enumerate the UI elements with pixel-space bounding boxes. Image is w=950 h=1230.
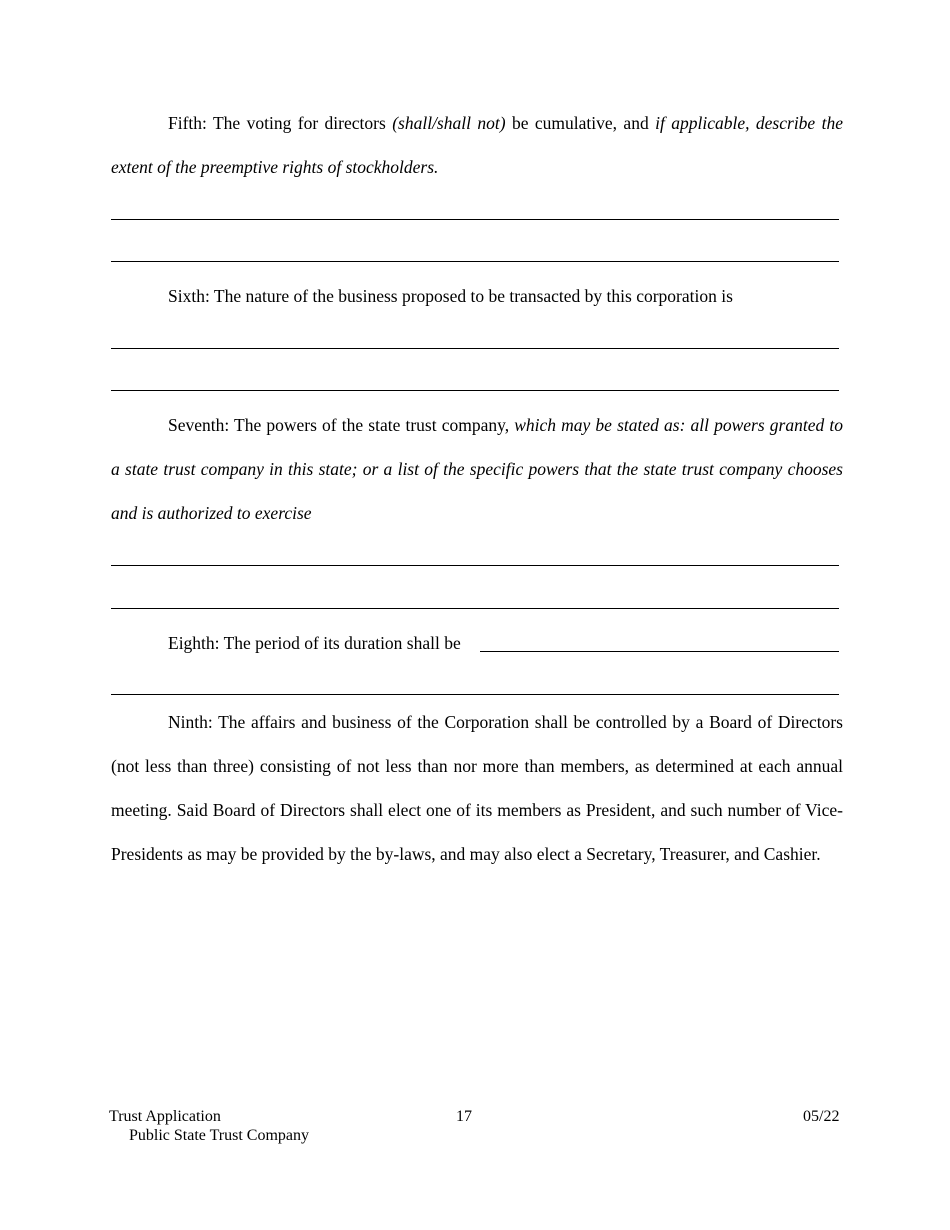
fifth-paragraph — [111, 101, 843, 189]
fifth-middle: be cumulative, and — [505, 113, 656, 133]
sixth-answer-line-2[interactable] — [111, 390, 839, 391]
eighth-duration-field[interactable] — [480, 651, 839, 652]
seventh-answer-line-1[interactable] — [111, 565, 839, 566]
sixth-paragraph — [111, 274, 843, 318]
footer-revision: 05/22 — [803, 1108, 840, 1125]
fifth-lead: Fifth: The voting for directors — [168, 113, 393, 133]
sixth-answer-line-1[interactable] — [111, 348, 839, 349]
ninth-text: Ninth: The affairs and business of the Corporation shall be controlled by a Board of Directors (not less than three) consisting of not less than nor more than members, as determined at each annual meeting. Said Board of Directors shall elect one of its members as President, and such number of Vice-Presidents as may be provided by the by-laws, and may also elect a Secretary, Treasurer, and Cashier. — [111, 712, 843, 864]
fifth-answer-line-1[interactable] — [111, 219, 839, 220]
ninth-paragraph — [111, 700, 843, 876]
fifth-answer-line-2[interactable] — [111, 261, 839, 262]
seventh-answer-line-2[interactable] — [111, 608, 839, 609]
footer-doc-title: Trust Application — [109, 1108, 221, 1125]
eighth-text: Eighth: The period of its duration shall be — [168, 633, 461, 653]
footer-doc-subtitle: Public State Trust Company — [129, 1127, 310, 1144]
eighth-answer-line[interactable] — [111, 694, 839, 695]
seventh-lead: Seventh: The powers of the state trust company, — [168, 415, 515, 435]
fifth-instruction: if applicable, describe the extent of the preemptive rights of stockholders. — [111, 113, 843, 177]
fifth-option: (shall/shall not) — [392, 113, 506, 133]
sixth-text: Sixth: The nature of the business proposed to be transacted by this corporation is — [168, 286, 733, 306]
seventh-instruction: which may be stated as: all powers granted to a state trust company in this state; or a list of the specific powers that the state trust company chooses and is authorized to exercise — [111, 415, 843, 523]
seventh-paragraph — [111, 403, 843, 535]
footer-page-number: 17 — [456, 1108, 472, 1125]
